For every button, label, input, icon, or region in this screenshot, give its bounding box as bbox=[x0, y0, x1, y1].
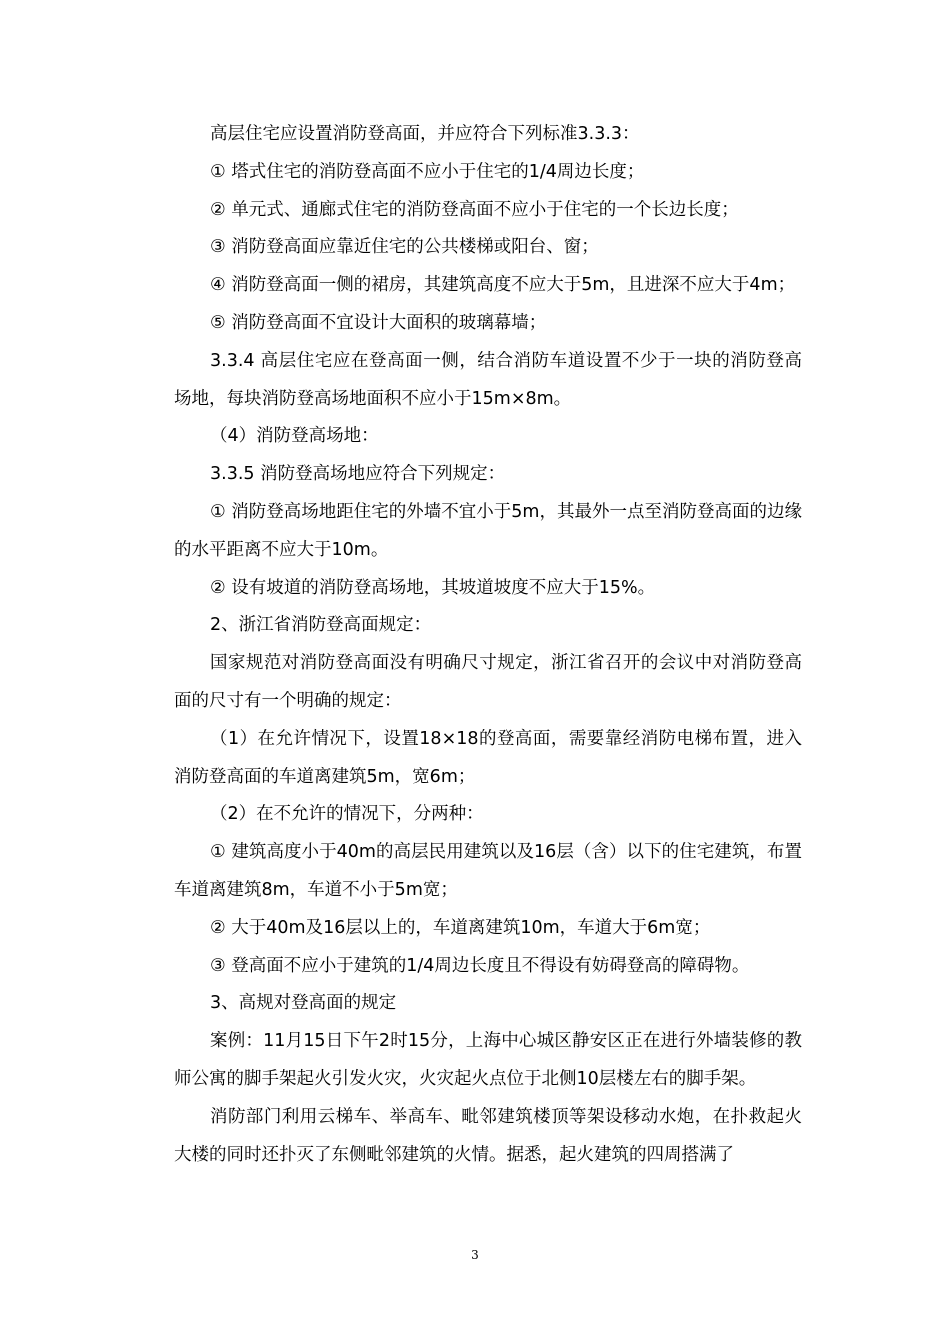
paragraph: ③ 登高面不应小于建筑的1/4周边长度且不得设有妨碍登高的障碍物。 bbox=[210, 955, 750, 976]
paragraph: （2）在不允许的情况下，分两种： bbox=[210, 804, 484, 825]
paragraph: ③ 消防登高面应靠近住宅的公共楼梯或阳台、窗； bbox=[210, 237, 599, 258]
paragraph: ① 消防登高场地距住宅的外墙不宜小于5m，其最外一点至消防登高面的边缘的水平距离不应大于10m。 bbox=[174, 501, 802, 560]
paragraph: ② 单元式、通廊式住宅的消防登高面不应小于住宅的一个长边长度； bbox=[210, 199, 739, 220]
page-number: 3 bbox=[471, 1248, 479, 1262]
paragraph: ① 塔式住宅的消防登高面不应小于住宅的1/4周边长度； bbox=[210, 161, 645, 182]
paragraph: （4）消防登高场地： bbox=[210, 426, 379, 447]
paragraph: 3.3.5 消防登高场地应符合下列规定： bbox=[210, 464, 506, 485]
paragraph: 案例：11月15日下午2时15分，上海中心城区静安区正在进行外墙装修的教师公寓的脚手架起火引发火灾，火灾起火点位于北侧10层楼左右的脚手架。 bbox=[174, 1031, 802, 1089]
paragraph: ⑤ 消防登高面不宜设计大面积的玻璃幕墙； bbox=[210, 312, 547, 333]
paragraph: （1）在允许情况下，设置18×18的登高面，需要靠经消防电梯布置，进入消防登高面的车道离建筑5m，宽6m； bbox=[174, 728, 802, 787]
paragraph: 消防部门利用云梯车、举高车、毗邻建筑楼顶等架设移动水炮，在扑救起火大楼的同时还扑灭了东侧毗邻建筑的火情。据悉，起火建筑的四周搭满了 bbox=[174, 1106, 802, 1165]
paragraph: ① 建筑高度小于40m的高层民用建筑以及16层（含）以下的住宅建筑，布置车道离建筑8m，车道不小于5m宽； bbox=[174, 842, 802, 900]
paragraph: 高层住宅应设置消防登高面，并应符合下列标准3.3.3： bbox=[210, 124, 640, 144]
paragraph: ④ 消防登高面一侧的裙房，其建筑高度不应大于5m，且进深不应大于4m； bbox=[210, 275, 796, 296]
paragraph: ② 大于40m及16层以上的，车道离建筑10m，车道大于6m宽； bbox=[210, 917, 711, 938]
paragraph: 3.3.4 高层住宅应在登高面一侧，结合消防车道设置不少于一块的消防登高场地，每块消防登高场地面积不应小于15m×8m。 bbox=[174, 350, 802, 409]
paragraph: 国家规范对消防登高面没有明确尺寸规定，浙江省召开的会议中对消防登高面的尺寸有一个明确的规定： bbox=[174, 653, 802, 711]
paragraph: ② 设有坡道的消防登高场地，其坡道坡度不应大于15%。 bbox=[210, 577, 656, 598]
paragraph: 3、高规对登高面的规定 bbox=[210, 993, 397, 1014]
body-text bbox=[174, 116, 802, 1174]
paragraph: 2、浙江省消防登高面规定： bbox=[210, 615, 432, 636]
